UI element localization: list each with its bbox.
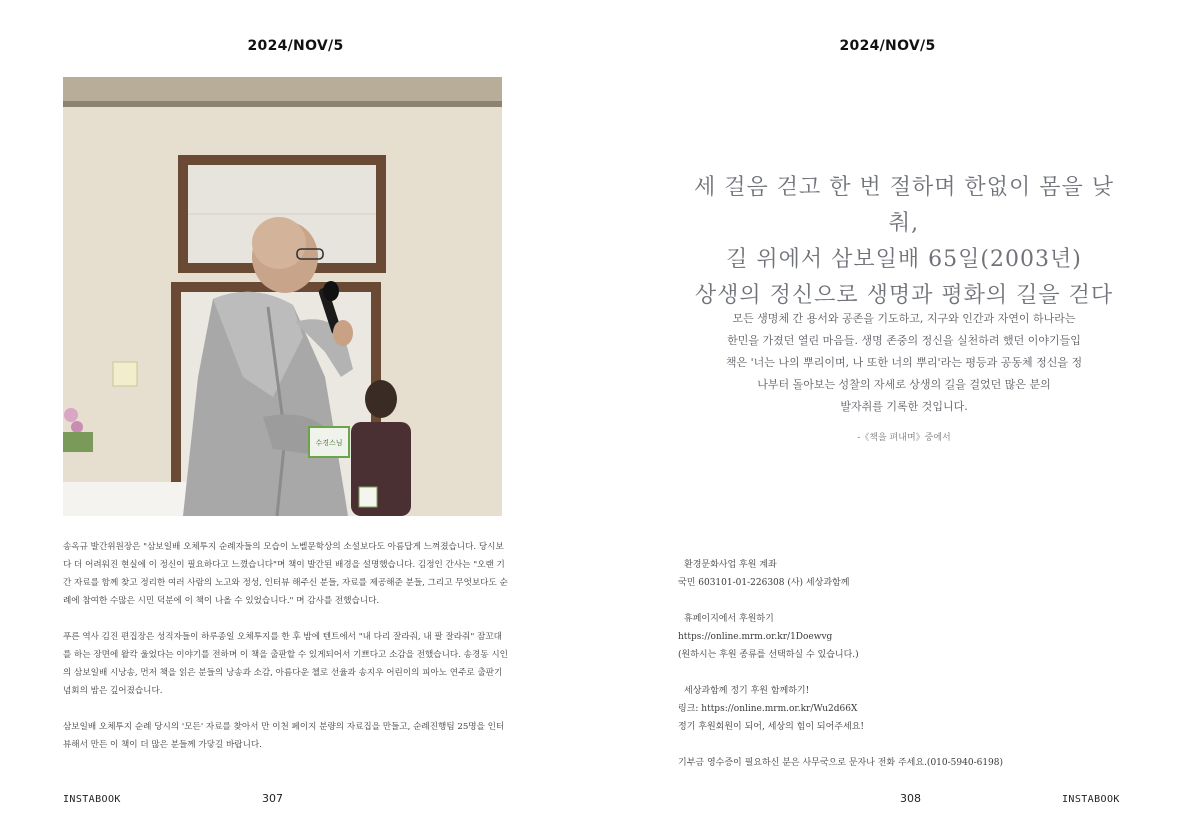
page-number: 308 <box>900 792 921 805</box>
calligraphy-body-line: 나부터 돌아보는 성찰의 자세로 상생의 길을 걸었던 많은 분의 <box>757 378 1051 391</box>
info-line: 국민 603101-01-226308 (사) 세상과함께 <box>678 578 850 588</box>
calligraphy-body-line: 발자취를 기록한 것입니다. <box>840 400 968 413</box>
info-line: (원하시는 후원 종류를 선택하실 수 있습니다.) <box>678 650 859 660</box>
footer-brand: INSTABOOK <box>63 794 121 805</box>
donation-info <box>678 556 1098 790</box>
right-page <box>592 0 1183 836</box>
calligraphy-body <box>684 308 1124 418</box>
info-block-regular <box>678 682 1098 736</box>
article-paragraph-2: 푸른 역사 김진 편집장은 성직자들이 하루종일 오체투지를 한 후 밤에 텐트에서 "내 다리 잘라줘, 내 팔 잘라줘" 잠꼬대를 하는 장면에 왈칵 울었다는 이야기를 전하며 이 책을 출판할 수 있게되어서 기쁘다고 소감을 전했습니다. 송경동 시인의 삼보일배 시낭송, 먼저 책을 읽은 분들의 낭송과 소감, 아름다운 첼로 선율과 송지우 어린이의 피아노 연주로 출판기념회의 밤은 깊어졌습니다. <box>63 632 508 696</box>
info-line: 정기 후원회원이 되어, 세상의 힘이 되어주세요! <box>678 722 864 732</box>
info-heading: 환경문화사업 후원 계좌 <box>684 560 777 570</box>
calligraphy-title-line: 세 걸음 걷고 한 번 절하며 한없이 몸을 낮춰, <box>694 175 1114 236</box>
page-number: 307 <box>262 792 283 805</box>
name-badge-text: 수경스님 <box>315 439 343 447</box>
info-block-receipt <box>678 754 1098 772</box>
homepage-link[interactable]: https://online.mrm.or.kr/1Doewvg <box>678 632 833 642</box>
footer-brand: INSTABOOK <box>1062 794 1120 805</box>
article-paragraph-1: 송옥규 발간위원장은 "삼보일배 오체투지 순례자들의 모습이 노벨문학상의 소설보다도 아름답게 느껴졌습니다. 당시보다 더 어려워진 현실에 이 정신이 필요하다고 느꼈습니다"며 책이 발간된 배경을 설명했습니다. 김정인 간사는 "오랜 기간 자료를 함께 찾고 정리한 여러 사람의 노고와 정성, 인터뷰 해주신 분들, 자료를 제공해준 분들, 그리고 무엇보다도 순례에 참여한 수많은 시민 덕분에 이 책이 나올 수 있었습니다." 며 감사를 전했습니다. <box>63 542 508 606</box>
page-date: 2024/NOV/5 <box>247 38 344 54</box>
info-line: 기부금 영수증이 필요하신 분은 사무국으로 문자나 전화 주세요.(010-5940-6198) <box>678 758 1004 768</box>
info-block-account <box>678 556 1098 592</box>
info-heading: 세상과함께 정기 후원 함께하기! <box>684 686 810 696</box>
article-paragraph-3: 삼보일배 오체투지 순례 당시의 '모든' 자료를 찾아서 만 이천 페이지 분량의 자료집을 만들고, 순례진행팀 25명을 인터뷰해서 만든 이 책이 더 많은 분들께 가닿길 바랍니다. <box>63 722 505 750</box>
info-heading: 휴페이지에서 후원하기 <box>684 614 774 624</box>
regular-donation-link[interactable]: 링크: https://online.mrm.or.kr/Wu2d66X <box>678 704 858 714</box>
info-block-homepage <box>678 610 1098 664</box>
calligraphy-citation: -《책을 펴내며》중에서 <box>857 433 951 443</box>
calligraphy-title-line: 상생의 정신으로 생명과 평화의 길을 걷다 <box>694 283 1114 308</box>
calligraphy-body-line: 책은 '너는 나의 뿌리이며, 나 또한 너의 뿌리'라는 평등과 공동체 정신을 정 <box>725 356 1083 369</box>
monk-speaking-photo <box>63 77 502 516</box>
article-body <box>63 538 508 772</box>
calligraphy-body-line: 모든 생명체 간 용서와 공존을 기도하고, 지구와 인간과 자연이 하나라는 <box>732 312 1076 325</box>
calligraphy-title-line: 길 위에서 삼보일배 65일(2003년) <box>726 247 1082 272</box>
photo-illustration <box>63 77 502 516</box>
calligraphy-title <box>684 170 1124 314</box>
page-date: 2024/NOV/5 <box>839 38 936 54</box>
left-page <box>0 0 591 836</box>
calligraphy-body-line: 한민을 가졌던 열린 마음들. 생명 존중의 정신을 실천하려 했던 이야기들입 <box>727 334 1081 347</box>
